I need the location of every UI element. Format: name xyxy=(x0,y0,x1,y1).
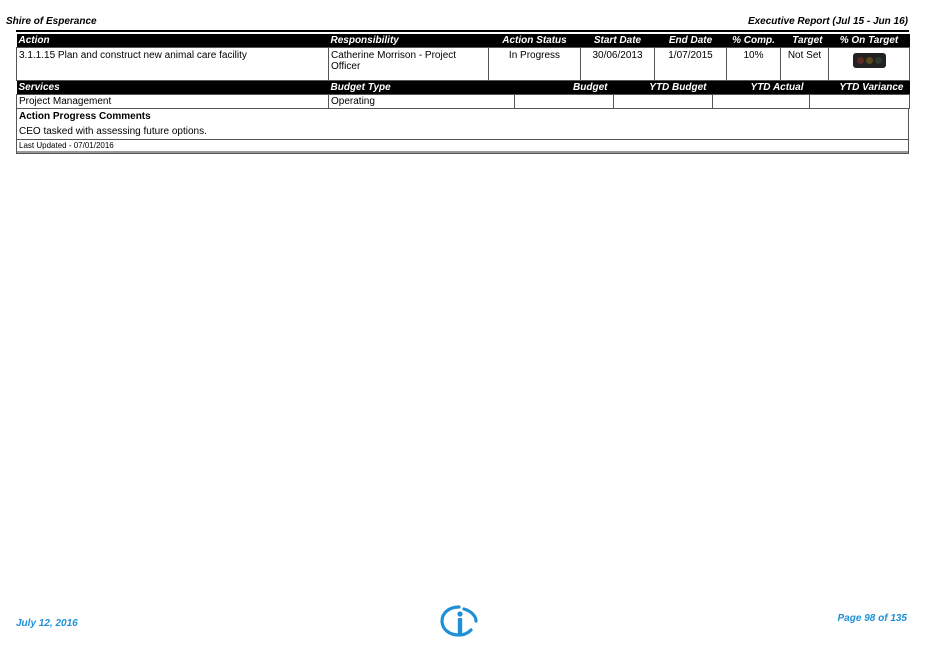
traffic-light-icon xyxy=(853,53,886,68)
ytd-budget xyxy=(614,95,713,109)
responsibility: Catherine Morrison - Project Officer xyxy=(329,48,489,81)
table-row xyxy=(17,95,910,109)
amber-lamp-icon xyxy=(866,57,873,64)
ytd-variance xyxy=(810,95,910,109)
col-budget-type: Budget Type xyxy=(329,81,515,95)
page-number: Page 98 of 135 xyxy=(837,613,907,624)
start-date: 30/06/2013 xyxy=(581,48,655,81)
services-table xyxy=(16,81,910,109)
report-block xyxy=(16,34,909,154)
col-responsibility: Responsibility xyxy=(329,34,489,48)
services-header-row xyxy=(17,81,910,95)
comments-section xyxy=(16,109,909,154)
col-services: Services xyxy=(17,81,329,95)
interplan-logo-icon xyxy=(440,604,478,638)
col-action: Action xyxy=(17,34,329,48)
comments-title: Action Progress Comments xyxy=(19,111,151,122)
header-rule xyxy=(16,30,909,32)
col-target: Target xyxy=(781,34,829,48)
col-percent-complete: % Comp. xyxy=(727,34,781,48)
action-status: In Progress xyxy=(489,48,581,81)
last-updated: Last Updated - 07/01/2016 xyxy=(17,140,908,153)
end-date: 1/07/2015 xyxy=(655,48,727,81)
ytd-actual xyxy=(713,95,810,109)
green-lamp-icon xyxy=(875,57,882,64)
col-end-date: End Date xyxy=(655,34,727,48)
target: Not Set xyxy=(781,48,829,81)
budget-type: Operating xyxy=(329,95,515,109)
on-target-cell xyxy=(829,48,910,81)
footer-date: July 12, 2016 xyxy=(16,618,78,629)
action-table xyxy=(16,34,910,81)
col-on-target: % On Target xyxy=(829,34,910,48)
col-ytd-actual: YTD Actual xyxy=(713,81,810,95)
service-name: Project Management xyxy=(17,95,329,109)
red-lamp-icon xyxy=(857,57,864,64)
table-row xyxy=(17,48,910,81)
col-action-status: Action Status xyxy=(489,34,581,48)
col-start-date: Start Date xyxy=(581,34,655,48)
col-ytd-budget: YTD Budget xyxy=(614,81,713,95)
report-title: Executive Report (Jul 15 - Jun 16) xyxy=(747,16,908,27)
action-header-row xyxy=(17,34,910,48)
comments-text: CEO tasked with assessing future options. xyxy=(17,125,908,140)
percent-complete: 10% xyxy=(727,48,781,81)
budget xyxy=(515,95,614,109)
organisation-name: Shire of Esperance xyxy=(6,16,97,27)
col-budget: Budget xyxy=(515,81,614,95)
col-ytd-variance: YTD Variance xyxy=(810,81,910,95)
action-name: 3.1.1.15 Plan and construct new animal care facility xyxy=(17,48,329,81)
